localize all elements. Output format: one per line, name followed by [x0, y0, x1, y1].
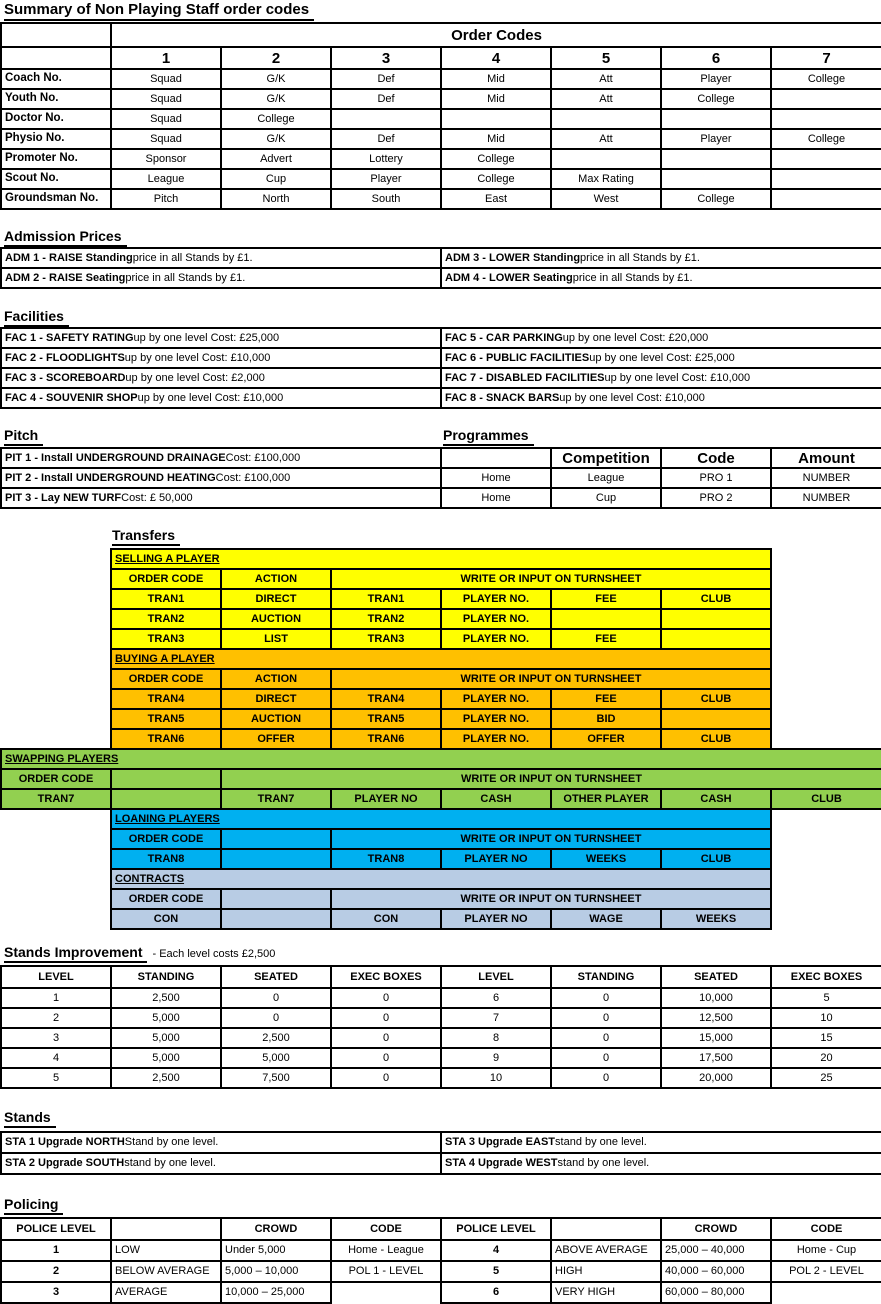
table-cell: Under 5,000: [222, 1241, 332, 1262]
table-cell: [112, 1219, 222, 1241]
table-cell: DIRECT: [222, 590, 332, 610]
heading-pitch: Pitch: [4, 427, 43, 446]
table-cell: CLUB: [662, 690, 772, 710]
table-cell: 1: [2, 989, 112, 1009]
programmes-table: [440, 447, 881, 509]
table-cell: Def: [332, 90, 442, 110]
table-cell: WEEKS: [552, 850, 662, 870]
table-cell: [442, 449, 552, 469]
table-cell: 2: [222, 48, 332, 70]
table-cell: PIT 3 - Lay NEW TURF Cost: £ 50,000: [2, 489, 442, 509]
table-cell: PIT 1 - Install UNDERGROUND DRAINAGE Cost: £100,000: [2, 449, 442, 469]
table-cell: CLUB: [772, 790, 881, 810]
table-cell: 2,500: [112, 989, 222, 1009]
table-cell: TRAN4: [332, 690, 442, 710]
table-cell: SEATED: [222, 967, 332, 989]
table-cell: PLAYER NO.: [442, 630, 552, 650]
table-cell: WAGE: [552, 910, 662, 930]
table-cell: 5,000: [112, 1029, 222, 1049]
table-cell: 5,000: [112, 1009, 222, 1029]
table-cell: 60,000 – 80,000: [662, 1283, 772, 1304]
table-cell: Att: [552, 130, 662, 150]
table-cell: PLAYER NO.: [442, 590, 552, 610]
table-cell: WRITE OR INPUT ON TURNSHEET: [332, 570, 772, 590]
table-cell: 0: [332, 1029, 442, 1049]
table-cell: [222, 890, 332, 910]
table-cell: Doctor No.: [2, 110, 112, 130]
table-cell: WRITE OR INPUT ON TURNSHEET: [332, 670, 772, 690]
table-cell: [552, 110, 662, 130]
table-cell: BUYING A PLAYER: [112, 650, 772, 670]
table-cell: Amount: [772, 449, 881, 469]
table-cell: 0: [552, 989, 662, 1009]
table-cell: 1: [2, 1241, 112, 1262]
table-cell: 3: [2, 1029, 112, 1049]
table-cell: 2,500: [222, 1029, 332, 1049]
table-cell: Mid: [442, 70, 552, 90]
table-cell: FAC 1 - SAFETY RATING up by one level Cost: £25,000: [2, 329, 442, 349]
table-cell: Competition: [552, 449, 662, 469]
table-cell: ACTION: [222, 670, 332, 690]
table-cell: BELOW AVERAGE: [112, 1262, 222, 1283]
table-cell: TRAN7: [2, 790, 112, 810]
table-cell: TRAN5: [112, 710, 222, 730]
table-cell: 5: [442, 1262, 552, 1283]
table-cell: [442, 110, 552, 130]
table-cell: 20: [772, 1049, 881, 1069]
table-cell: CONTRACTS: [112, 870, 772, 890]
transfers-swapping-table: [0, 748, 881, 810]
table-cell: Squad: [112, 110, 222, 130]
table-cell: AUCTION: [222, 710, 332, 730]
table-cell: West: [552, 190, 662, 210]
table-cell: TRAN1: [332, 590, 442, 610]
transfers-contracts-table: [110, 868, 772, 930]
table-cell: PLAYER NO.: [442, 690, 552, 710]
table-cell: ORDER CODE: [112, 890, 222, 910]
table-cell: [552, 150, 662, 170]
table-cell: College: [662, 190, 772, 210]
table-cell: FAC 6 - PUBLIC FACILITIES up by one level Cost: £25,000: [442, 349, 881, 369]
table-cell: Code: [662, 449, 772, 469]
table-cell: 5,000: [222, 1049, 332, 1069]
table-cell: PLAYER NO: [442, 910, 552, 930]
table-cell: TRAN6: [332, 730, 442, 750]
table-cell: TRAN7: [222, 790, 332, 810]
table-cell: 4: [2, 1049, 112, 1069]
table-cell: SEATED: [662, 967, 772, 989]
table-cell: TRAN5: [332, 710, 442, 730]
table-cell: 6: [442, 1283, 552, 1304]
heading-admission-prices: Admission Prices: [4, 228, 127, 247]
table-cell: Sponsor: [112, 150, 222, 170]
table-cell: [772, 90, 881, 110]
transfers-selling-table: [110, 548, 772, 650]
table-cell: 9: [442, 1049, 552, 1069]
table-cell: CODE: [332, 1219, 442, 1241]
table-cell: Lottery: [332, 150, 442, 170]
table-cell: [552, 610, 662, 630]
table-cell: College: [772, 70, 881, 90]
table-cell: WEEKS: [662, 910, 772, 930]
table-cell: FAC 3 - SCOREBOARD up by one level Cost: £2,000: [2, 369, 442, 389]
table-cell: North: [222, 190, 332, 210]
table-cell: G/K: [222, 90, 332, 110]
table-cell: NUMBER: [772, 489, 881, 509]
table-cell: Def: [332, 70, 442, 90]
table-cell: [222, 910, 332, 930]
table-cell: WRITE OR INPUT ON TURNSHEET: [332, 830, 772, 850]
table-cell: 2,500: [112, 1069, 222, 1089]
table-cell: Home - League: [332, 1241, 442, 1262]
table-cell: FAC 4 - SOUVENIR SHOP up by one level Cost: £10,000: [2, 389, 442, 409]
table-cell: ORDER CODE: [112, 830, 222, 850]
table-cell: FEE: [552, 590, 662, 610]
table-cell: 5,000 – 10,000: [222, 1262, 332, 1283]
table-cell: STA 2 Upgrade SOUTH stand by one level.: [2, 1154, 442, 1175]
table-cell: ORDER CODE: [2, 770, 112, 790]
page-title: [4, 1, 314, 21]
table-cell: 6: [662, 48, 772, 70]
table-cell: LOW: [112, 1241, 222, 1262]
table-cell: Squad: [112, 70, 222, 90]
table-cell: CON: [332, 910, 442, 930]
table-cell: TRAN2: [112, 610, 222, 630]
table-cell: Order Codes: [112, 24, 881, 48]
table-cell: College: [772, 130, 881, 150]
table-cell: EXEC BOXES: [332, 967, 442, 989]
table-cell: LOANING PLAYERS: [112, 810, 772, 830]
table-cell: CLUB: [662, 730, 772, 750]
table-cell: 10: [442, 1069, 552, 1089]
table-cell: [2, 24, 112, 48]
table-cell: DIRECT: [222, 690, 332, 710]
table-cell: 0: [222, 1009, 332, 1029]
table-cell: 0: [332, 1009, 442, 1029]
table-cell: 0: [332, 1069, 442, 1089]
table-cell: TRAN6: [112, 730, 222, 750]
table-cell: FEE: [552, 630, 662, 650]
table-cell: STA 4 Upgrade WEST stand by one level.: [442, 1154, 881, 1175]
staff-order-codes-table: [0, 22, 881, 210]
stands-improvement-table: [0, 965, 881, 1089]
table-cell: TRAN3: [332, 630, 442, 650]
table-cell: Squad: [112, 90, 222, 110]
table-cell: VERY HIGH: [552, 1283, 662, 1304]
table-cell: 25: [772, 1069, 881, 1089]
table-cell: League: [112, 170, 222, 190]
table-cell: [222, 850, 332, 870]
table-cell: [552, 1219, 662, 1241]
table-cell: OFFER: [222, 730, 332, 750]
table-cell: PRO 1: [662, 469, 772, 489]
table-cell: TRAN8: [112, 850, 222, 870]
table-cell: Squad: [112, 130, 222, 150]
table-cell: ADM 1 - RAISE Standing price in all Stands by £1.: [2, 249, 442, 269]
table-cell: Player: [332, 170, 442, 190]
table-cell: 6: [442, 989, 552, 1009]
transfers-loaning-table: [110, 808, 772, 870]
table-cell: Promoter No.: [2, 150, 112, 170]
facilities-table: [0, 327, 881, 409]
table-cell: STANDING: [552, 967, 662, 989]
table-cell: LIST: [222, 630, 332, 650]
table-cell: 15: [772, 1029, 881, 1049]
table-cell: Home: [442, 489, 552, 509]
table-cell: FAC 2 - FLOODLIGHTS up by one level Cost: £10,000: [2, 349, 442, 369]
table-cell: Def: [332, 130, 442, 150]
heading-policing: Policing: [4, 1196, 63, 1215]
policing-table: [0, 1217, 881, 1304]
table-cell: 0: [552, 1029, 662, 1049]
table-cell: [772, 150, 881, 170]
table-cell: POLICE LEVEL: [442, 1219, 552, 1241]
table-cell: 0: [332, 989, 442, 1009]
table-cell: 3: [2, 1283, 112, 1304]
table-cell: OTHER PLAYER: [552, 790, 662, 810]
heading-transfers: Transfers: [112, 527, 180, 546]
table-cell: CLUB: [662, 590, 772, 610]
table-cell: STANDING: [112, 967, 222, 989]
table-cell: Physio No.: [2, 130, 112, 150]
table-cell: ACTION: [222, 570, 332, 590]
table-cell: CON: [112, 910, 222, 930]
table-cell: Mid: [442, 130, 552, 150]
table-cell: 20,000: [662, 1069, 772, 1089]
table-cell: 7,500: [222, 1069, 332, 1089]
table-cell: G/K: [222, 130, 332, 150]
table-cell: Coach No.: [2, 70, 112, 90]
table-cell: ORDER CODE: [112, 570, 222, 590]
table-cell: EXEC BOXES: [772, 967, 881, 989]
table-cell: CROWD: [662, 1219, 772, 1241]
table-cell: PRO 2: [662, 489, 772, 509]
table-cell: Scout No.: [2, 170, 112, 190]
table-cell: FAC 8 - SNACK BARS up by one level Cost: £10,000: [442, 389, 881, 409]
table-cell: College: [442, 150, 552, 170]
table-cell: STA 1 Upgrade NORTH Stand by one level.: [2, 1133, 442, 1154]
table-cell: SELLING A PLAYER: [112, 550, 772, 570]
table-cell: PLAYER NO.: [442, 610, 552, 630]
table-cell: G/K: [222, 70, 332, 90]
table-cell: Advert: [222, 150, 332, 170]
table-cell: [332, 110, 442, 130]
table-cell: TRAN2: [332, 610, 442, 630]
table-cell: LEVEL: [2, 967, 112, 989]
table-cell: PLAYER NO: [442, 850, 552, 870]
table-cell: [112, 790, 222, 810]
table-cell: 8: [442, 1029, 552, 1049]
table-cell: SWAPPING PLAYERS: [2, 750, 881, 770]
table-cell: 15,000: [662, 1029, 772, 1049]
transfers-buying-table: [110, 648, 772, 750]
stands-improvement-note: - Each level costs £2,500: [152, 948, 276, 960]
table-cell: FAC 5 - CAR PARKING up by one level Cost: £20,000: [442, 329, 881, 349]
table-cell: ABOVE AVERAGE: [552, 1241, 662, 1262]
heading-programmes: Programmes: [443, 427, 534, 446]
table-cell: College: [442, 170, 552, 190]
table-cell: League: [552, 469, 662, 489]
table-cell: POL 1 - LEVEL: [332, 1262, 442, 1283]
table-cell: 5: [2, 1069, 112, 1089]
table-cell: 0: [332, 1049, 442, 1069]
table-cell: CLUB: [662, 850, 772, 870]
table-cell: College: [222, 110, 332, 130]
table-cell: 4: [442, 48, 552, 70]
table-cell: 5,000: [112, 1049, 222, 1069]
table-cell: ADM 4 - LOWER Seating price in all Stands by £1.: [442, 269, 881, 289]
table-cell: East: [442, 190, 552, 210]
table-cell: Att: [552, 70, 662, 90]
table-cell: AVERAGE: [112, 1283, 222, 1304]
table-cell: [112, 770, 222, 790]
table-cell: 7: [772, 48, 881, 70]
table-cell: Cup: [222, 170, 332, 190]
table-cell: TRAN8: [332, 850, 442, 870]
table-cell: OFFER: [552, 730, 662, 750]
table-cell: POLICE LEVEL: [2, 1219, 112, 1241]
table-cell: [662, 630, 772, 650]
table-cell: [222, 830, 332, 850]
table-cell: Player: [662, 70, 772, 90]
table-cell: LEVEL: [442, 967, 552, 989]
table-cell: TRAN1: [112, 590, 222, 610]
table-cell: PLAYER NO.: [442, 730, 552, 750]
table-cell: CASH: [442, 790, 552, 810]
table-cell: [772, 190, 881, 210]
heading-facilities: Facilities: [4, 308, 69, 327]
pitch-table: [0, 447, 442, 509]
table-cell: PLAYER NO.: [442, 710, 552, 730]
table-cell: 17,500: [662, 1049, 772, 1069]
table-cell: WRITE OR INPUT ON TURNSHEET: [222, 770, 881, 790]
table-cell: Max Rating: [552, 170, 662, 190]
table-cell: PLAYER NO: [332, 790, 442, 810]
table-cell: Player: [662, 130, 772, 150]
table-cell: 10,000 – 25,000: [222, 1283, 332, 1304]
table-cell: [662, 710, 772, 730]
table-cell: 0: [552, 1069, 662, 1089]
table-cell: 0: [222, 989, 332, 1009]
table-cell: [662, 170, 772, 190]
table-cell: 5: [772, 989, 881, 1009]
table-cell: Home: [442, 469, 552, 489]
table-cell: [662, 610, 772, 630]
table-cell: CODE: [772, 1219, 881, 1241]
table-cell: [772, 110, 881, 130]
table-cell: FEE: [552, 690, 662, 710]
table-cell: Pitch: [112, 190, 222, 210]
table-cell: 3: [332, 48, 442, 70]
page-title-text: Summary of Non Playing Staff order codes: [4, 1, 314, 21]
table-cell: BID: [552, 710, 662, 730]
table-cell: 7: [442, 1009, 552, 1029]
table-cell: 10,000: [662, 989, 772, 1009]
table-cell: Att: [552, 90, 662, 110]
table-cell: CASH: [662, 790, 772, 810]
table-cell: FAC 7 - DISABLED FACILITIES up by one level Cost: £10,000: [442, 369, 881, 389]
table-cell: TRAN3: [112, 630, 222, 650]
table-cell: 2: [2, 1262, 112, 1283]
table-cell: 2: [2, 1009, 112, 1029]
table-cell: 10: [772, 1009, 881, 1029]
table-cell: 25,000 – 40,000: [662, 1241, 772, 1262]
table-cell: POL 2 - LEVEL: [772, 1262, 881, 1283]
table-cell: AUCTION: [222, 610, 332, 630]
table-cell: 1: [112, 48, 222, 70]
table-cell: ADM 2 - RAISE Seating price in all Stands by £1.: [2, 269, 442, 289]
table-cell: CROWD: [222, 1219, 332, 1241]
table-cell: 0: [552, 1049, 662, 1069]
table-cell: 0: [552, 1009, 662, 1029]
table-cell: Home - Cup: [772, 1241, 881, 1262]
admission-prices-table: [0, 247, 881, 289]
table-cell: STA 3 Upgrade EAST stand by one level.: [442, 1133, 881, 1154]
table-cell: Youth No.: [2, 90, 112, 110]
table-cell: [662, 110, 772, 130]
table-cell: HIGH: [552, 1262, 662, 1283]
table-cell: 4: [442, 1241, 552, 1262]
table-cell: Groundsman No.: [2, 190, 112, 210]
table-cell: WRITE OR INPUT ON TURNSHEET: [332, 890, 772, 910]
table-cell: Cup: [552, 489, 662, 509]
table-cell: TRAN4: [112, 690, 222, 710]
heading-stands: Stands: [4, 1109, 56, 1128]
table-cell: [662, 150, 772, 170]
table-cell: ADM 3 - LOWER Standing price in all Stands by £1.: [442, 249, 881, 269]
table-cell: 40,000 – 60,000: [662, 1262, 772, 1283]
table-cell: [2, 48, 112, 70]
table-cell: NUMBER: [772, 469, 881, 489]
table-cell: 5: [552, 48, 662, 70]
stands-table: [0, 1131, 881, 1175]
table-cell: 12,500: [662, 1009, 772, 1029]
table-cell: ORDER CODE: [112, 670, 222, 690]
table-cell: College: [662, 90, 772, 110]
table-cell: PIT 2 - Install UNDERGROUND HEATING Cost: £100,000: [2, 469, 442, 489]
table-cell: Mid: [442, 90, 552, 110]
table-cell: [772, 170, 881, 190]
heading-stands-improvement: Stands Improvement - Each level costs £2,500: [4, 944, 275, 963]
table-cell: South: [332, 190, 442, 210]
